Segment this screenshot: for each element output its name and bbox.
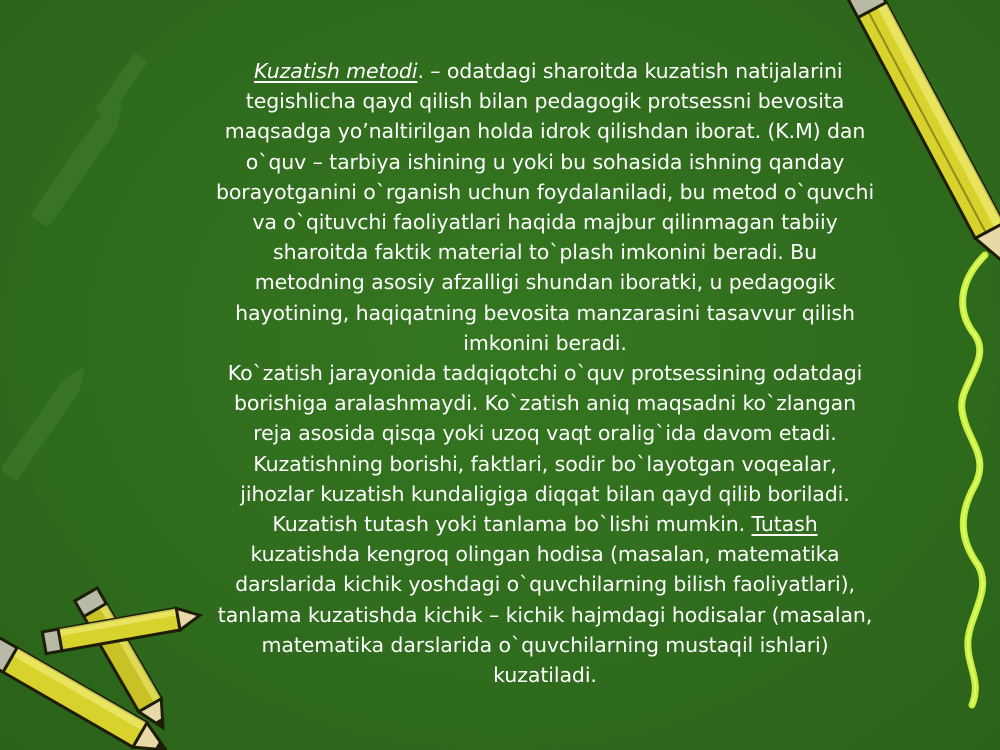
text-line: borayotganini o`rganish uchun foydalaniladi, bu metod o`quvchi (215, 179, 875, 204)
text-line: metodning asosiy afzalligi shundan iboratki, u pedagogik (254, 270, 836, 295)
text-line: tanlama kuzatishda kichik – kichik hajmdagi hodisalar (masalan, (217, 602, 873, 627)
text-line: tegishlicha qayd qilish bilan pedagogik protsessni bevosita (245, 89, 845, 114)
text-line: maqsadga yo’naltirilgan holda idrok qilishdan iborat. (K.M) dan (224, 119, 866, 144)
text-line: imkonini beradi. (463, 330, 627, 355)
text-line-15: Kuzatish tutash yoki tanlama bo`lishi mumkin. Tutash (272, 512, 818, 537)
text-line: va o`qituvchi faoliyatlari haqida majbur qilinmagan tabiiy (252, 210, 838, 235)
text-line: Kuzatishning borishi, faktlari, sodir bo`layotgan voqealar, (253, 451, 837, 476)
text-line: borishiga aralashmaydi. Ko`zatish aniq maqsadni ko`zlangan (234, 391, 856, 416)
text-line: Ko`zatish jarayonida tadqiqotchi o`quv protsessining odatdagi (227, 361, 863, 386)
text-line: sharoitda faktik material to`plash imkonini beradi. Bu (273, 240, 817, 265)
text-line: hayotining, haqiqatning bevosita manzarasini tasavvur qilish (235, 300, 855, 325)
text-line: darslarida kichik yoshdagi o`quvchilarning bilish faoliyatlari), (235, 572, 855, 597)
term-kuzatish-metodi: Kuzatish metodi (253, 59, 418, 83)
body-text (130, 56, 960, 690)
text-line: kuzatishda kengroq olingan hodisa (masalan, matematika (250, 542, 840, 567)
text-line: matematika darslarida o`quvchilarning mustaqil ishlari) (261, 632, 829, 657)
term-tutash: Tutash (751, 512, 818, 537)
text-line: o`quv – tarbiya ishining u yoki bu sohasida ishning qanday (245, 149, 845, 174)
text-line: reja asosida qisqa yoki uzoq vaqt oralig`ida davom etadi. (253, 421, 837, 446)
text-line: jihozlar kuzatish kundaligiga diqqat bilan qayd qilib boriladi. (240, 481, 850, 506)
text-line-1: Kuzatish metodi. – odatdagi sharoitda kuzatish natijalarini (253, 59, 843, 83)
text-line: kuzatiladi. (493, 663, 597, 688)
